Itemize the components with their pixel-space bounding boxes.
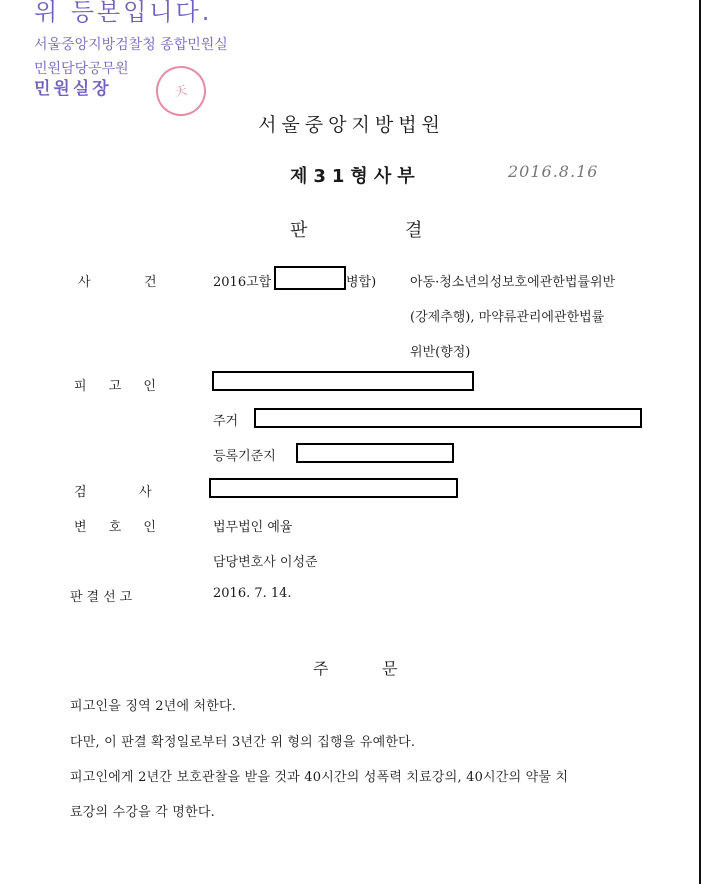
court-division: 제31형사부 (290, 166, 421, 187)
redaction-box (212, 371, 474, 391)
address-label: 주거 (213, 414, 239, 429)
sentence-date: 2016. 7. 14. (213, 586, 292, 601)
prosecutor-label-b: 사 (139, 485, 152, 500)
handwritten-date: 2016.8.16 (508, 162, 599, 181)
redaction-box (296, 443, 454, 463)
order-line-3: 피고인에게 2년간 보호관찰을 받을 것과 40시간의 성폭력 치료강의, 40시간의 약물 치 (70, 770, 569, 785)
case-number-suffix: 병합) (346, 275, 377, 290)
case-number-prefix: 2016고합 (213, 275, 272, 290)
document-type-char-2: 결 (405, 220, 423, 241)
redaction-box (274, 266, 346, 290)
stamp-office: 서울중앙지방검찰청 종합민원실 (34, 37, 228, 53)
counsel-label: 변 호 인 (74, 520, 165, 535)
redaction-box (254, 408, 642, 428)
case-title-line2: (강제추행), 마약류관리에관한법률 (410, 310, 605, 325)
certified-copy-stamp-title: 위 등본입니다. (34, 0, 213, 26)
order-line-4: 료강의 수강을 각 명한다. (70, 805, 215, 820)
case-title-line1: 아동·청소년의성보호에관한법률위반 (410, 275, 616, 290)
law-firm: 법무법인 예율 (213, 520, 293, 535)
redaction-box (209, 478, 458, 498)
registry-label: 등록기준지 (213, 449, 276, 464)
attorney-name: 담당변호사 이성준 (213, 555, 318, 570)
stamp-officer: 민원담당공무원 (34, 61, 129, 77)
sentence-date-label: 판결선고 (70, 590, 137, 605)
order-line-2: 다만, 이 판결 확정일로부터 3년간 위 형의 집행을 유예한다. (70, 735, 416, 750)
defendant-label: 피 고 인 (74, 379, 165, 394)
case-title-line3: 위반(향정) (410, 345, 471, 360)
stamp-chief: 민원실장 (34, 79, 112, 99)
order-heading-char-1: 주 (313, 659, 329, 678)
official-seal: 天 (151, 61, 210, 120)
document-type-char-1: 판 (290, 220, 308, 241)
order-line-1: 피고인을 징역 2년에 처한다. (70, 699, 237, 714)
court-name: 서울중앙지방법원 (258, 114, 445, 136)
prosecutor-label-a: 검 (74, 485, 87, 500)
case-label-a: 사 (78, 275, 91, 290)
order-heading-char-2: 문 (382, 659, 398, 678)
case-label-b: 건 (144, 275, 157, 290)
